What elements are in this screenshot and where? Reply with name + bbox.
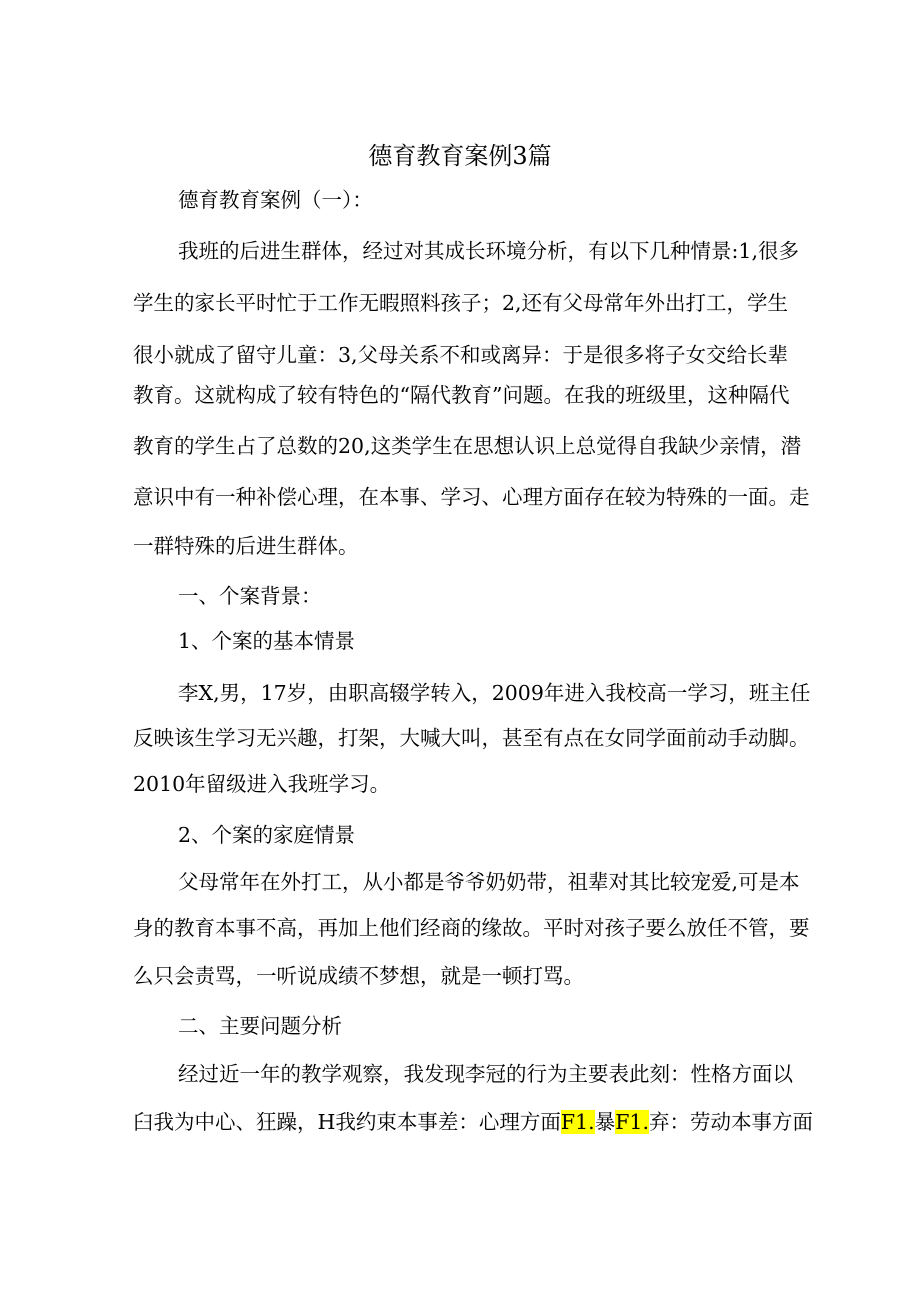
paragraph-line: 教育的学生占了总数的20,这类学生在思想认识上总觉得自我缺少亲情，潜 xyxy=(133,434,802,458)
paragraph-line: 很小就成了留守儿童：3,父母关系不和或离异：于是很多将子女交给长辈 xyxy=(133,343,789,367)
paragraph-line: 意识中有一种补偿心理，在本事、学习、心理方面存在较为特殊的一面。走 xyxy=(133,485,810,509)
paragraph-line: 李X,男，17岁，由职高辍学转入，2009年进入我校高一学习，班主任 xyxy=(178,681,811,705)
subheading-family-situation: 2、个案的家庭情景 xyxy=(178,823,356,847)
highlighted-text: F1. xyxy=(560,1110,595,1134)
section-heading-case-1: 德育教育案例（一）： xyxy=(178,188,373,212)
paragraph-line: 父母常年在外打工，从小都是爷爷奶奶带，祖辈对其比较宠爱,可是本 xyxy=(178,870,800,894)
line-text: 臼我为中心、狂躁，H我约束本事差：心理方面 xyxy=(133,1110,561,1134)
highlighted-text: F1. xyxy=(615,1110,649,1134)
document-title: 德育教育案例3篇 xyxy=(368,142,552,170)
paragraph-line: 经过近一年的教学观察，我发现李冠的行为主要表此刻：性格方面以 xyxy=(178,1062,793,1086)
paragraph-line: 教育。这就构成了较有特色的“隔代教育”问题。在我的班级里，这种隔代 xyxy=(133,383,790,407)
paragraph-line: 反映该生学习无兴趣，打架，大喊大叫，甚至有点在女同学面前动手动脚。 xyxy=(133,726,810,750)
paragraph-line: 学生的家长平时忙于工作无暇照料孩子；2,还有父母常年外出打工，学生 xyxy=(133,291,789,315)
paragraph-line: 身的教育本事不高，再加上他们经商的缘故。平时对孩子要么放任不管，要 xyxy=(133,916,810,940)
section-heading-problem-analysis: 二、主要问题分析 xyxy=(178,1014,342,1038)
paragraph-line: 2010年留级进入我班学习。 xyxy=(133,772,391,796)
subheading-basic-situation: 1、个案的基本情景 xyxy=(178,629,356,653)
paragraph-line: 一群特殊的后进生群体。 xyxy=(133,534,359,558)
section-heading-background: 一、个案背景： xyxy=(178,584,322,608)
paragraph-line-last xyxy=(133,1107,813,1137)
line-text: 暴 xyxy=(594,1110,616,1134)
line-text: 弃：劳动本事方面 xyxy=(648,1110,813,1134)
paragraph-line: 么只会责骂，一听说成绩不梦想，就是一顿打骂。 xyxy=(133,964,584,988)
paragraph-line: 我班的后进生群体，经过对其成长环境分析，有以下几种情景:1,很多 xyxy=(178,239,799,263)
